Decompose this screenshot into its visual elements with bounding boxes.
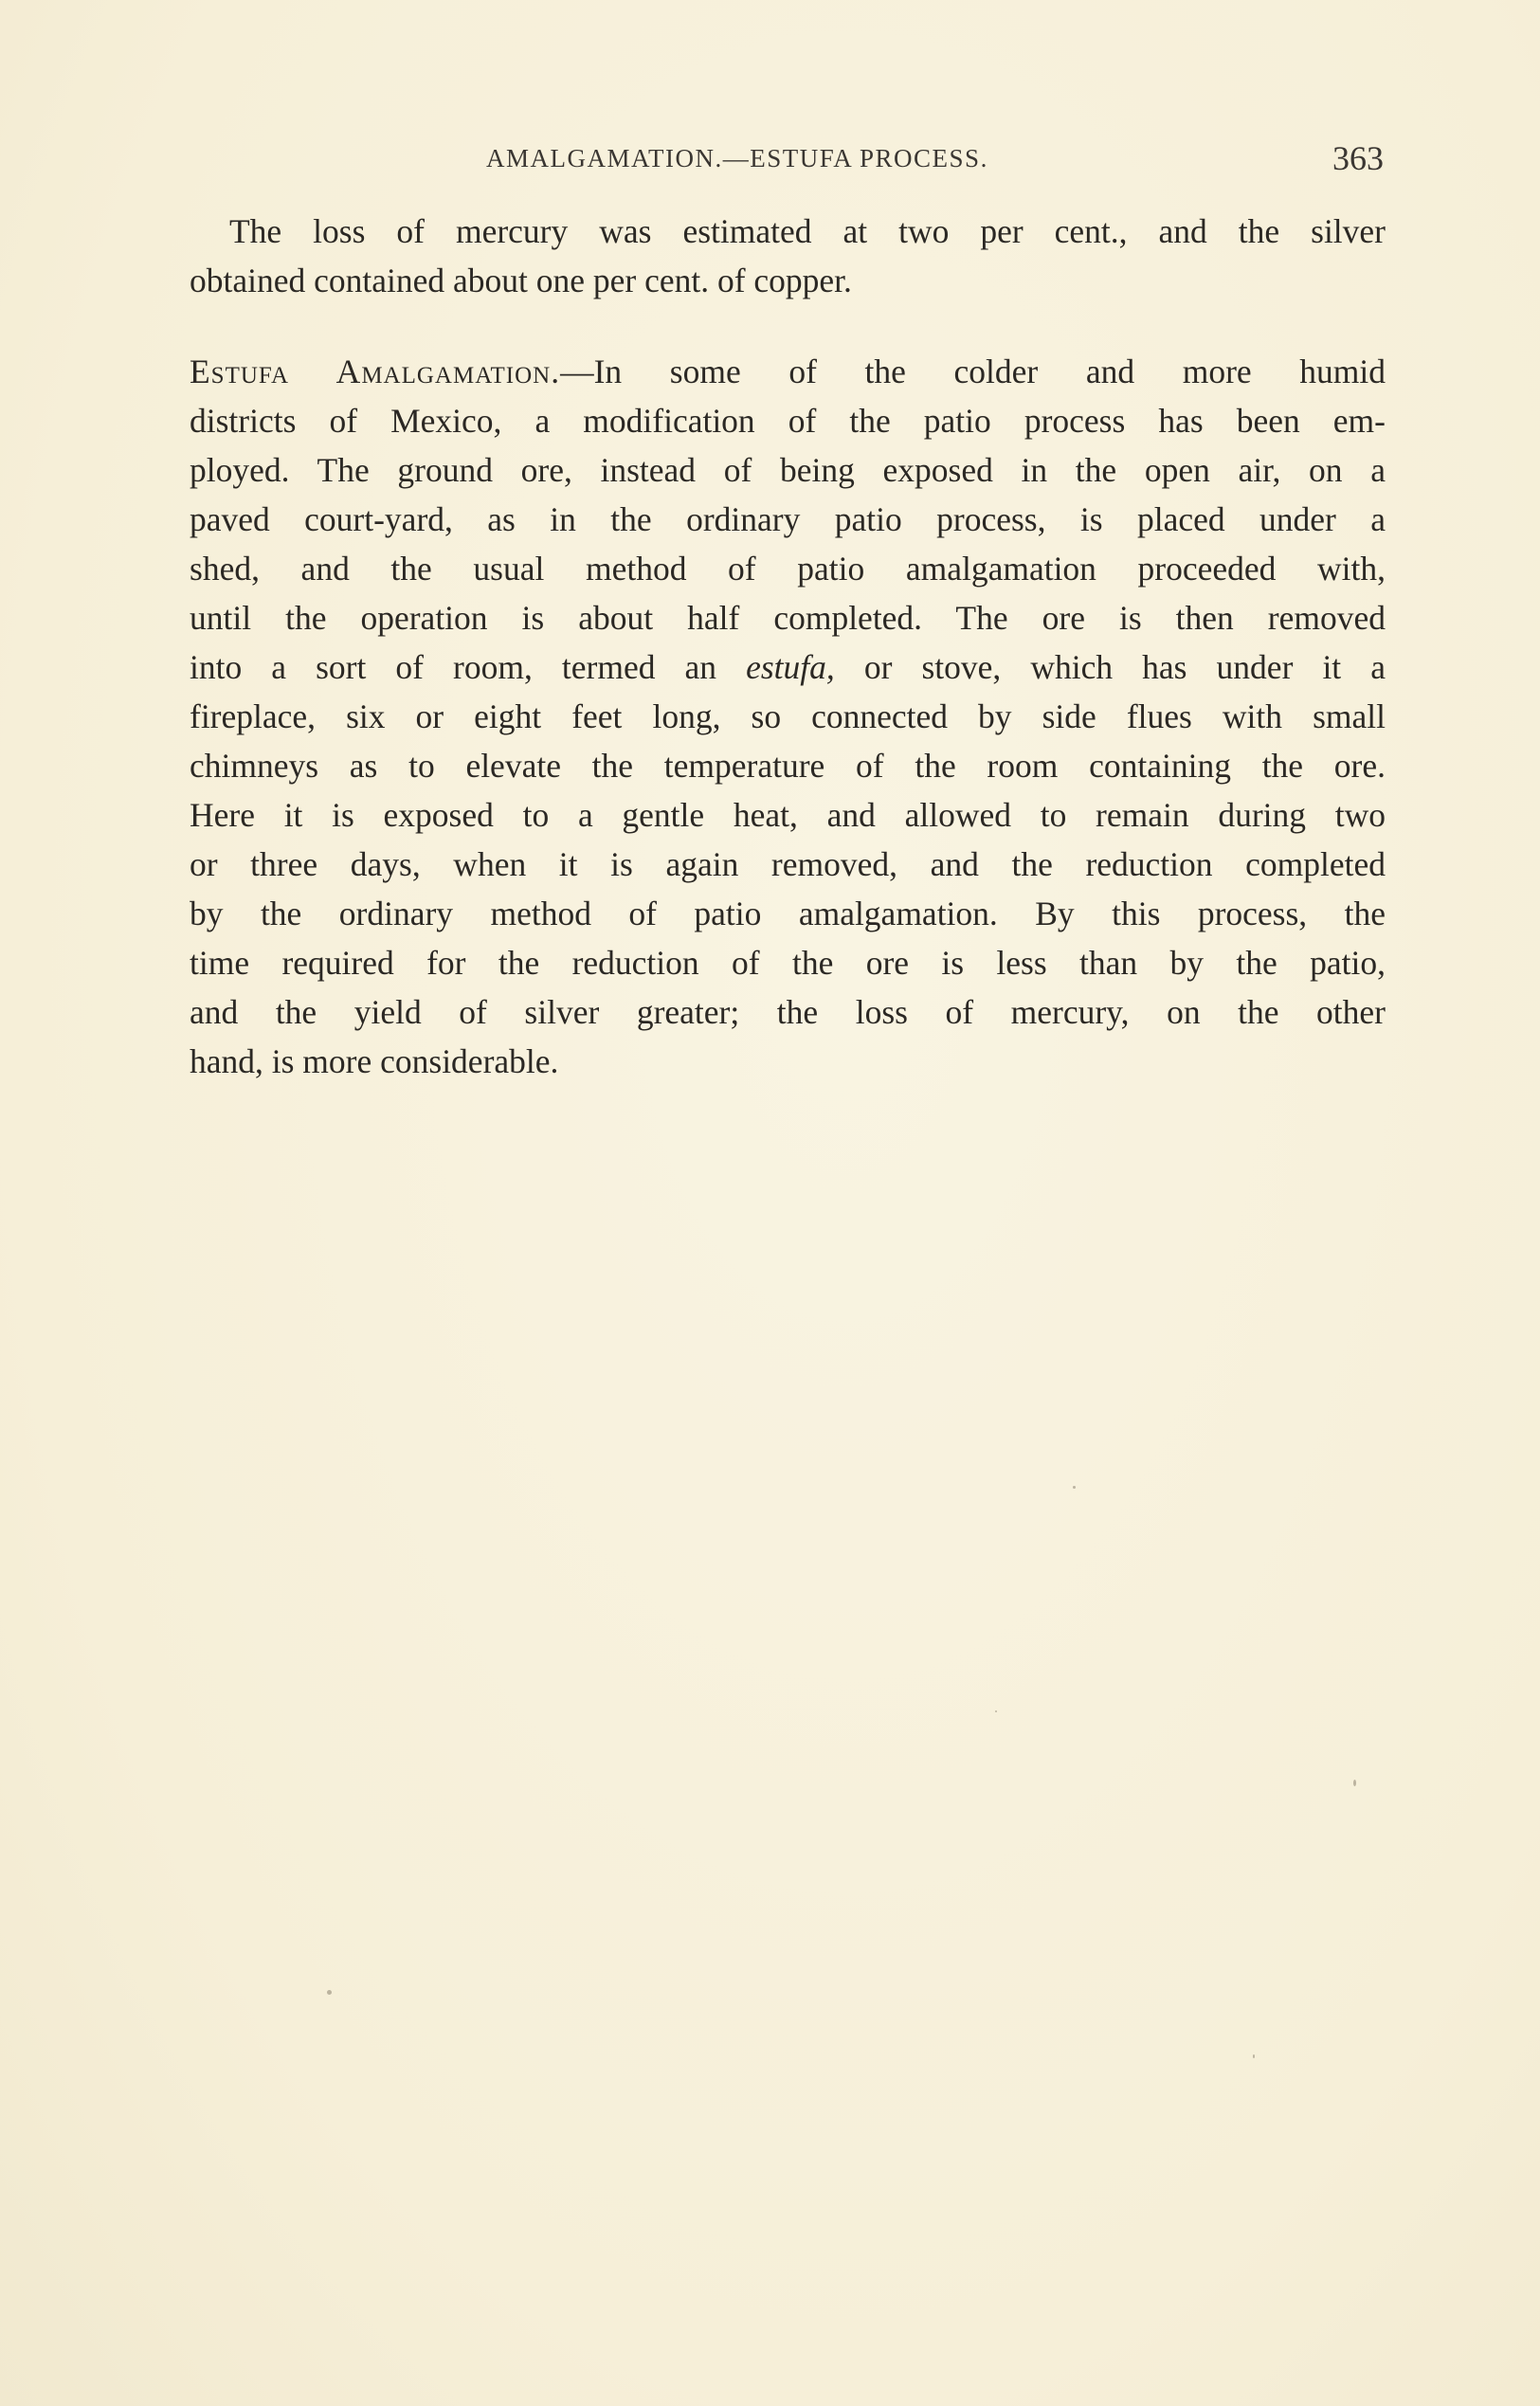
text-line: hand, is more considerable. (190, 1042, 559, 1080)
text-line: obtained contained about one per cent. of copper. (190, 262, 852, 299)
text-line: Here it is exposed to a gentle heat, and allowed to remain during two (190, 796, 1386, 834)
text-line: The loss of mercury was estimated at two per cent., and the silver (229, 212, 1386, 250)
paragraph-spacer (190, 305, 1386, 347)
text-line: paved court-yard, as in the ordinary patio process, is placed under a (190, 500, 1386, 538)
text-line: or three days, when it is again removed, and the reduction completed (190, 845, 1386, 883)
text-line (190, 347, 1386, 396)
running-title: AMALGAMATION.—ESTUFA PROCESS. (486, 144, 988, 172)
paragraph-mercury-loss (190, 207, 1386, 305)
text-run: into a sort of room, termed an (190, 648, 747, 686)
section-heading: Estufa Amalgamation. (190, 353, 561, 390)
text-line: districts of Mexico, a modification of the patio process has been em- (190, 402, 1386, 440)
text-run: —In some of the colder and more humid (560, 353, 1386, 390)
text-line: time required for the reduction of the ore is less than by the patio, (190, 944, 1386, 982)
running-head (190, 138, 1384, 180)
page-number: 363 (1332, 139, 1384, 177)
paper-speck (995, 1710, 997, 1712)
text-line: shed, and the usual method of patio amalgamation proceeded with, (190, 550, 1386, 588)
text-line: chimneys as to elevate the temperature of the room containing the ore. (190, 747, 1386, 785)
paper-speck (1073, 1486, 1076, 1489)
text-line: fireplace, six or eight feet long, so connected by side flues with small (190, 697, 1386, 735)
text-run: or stove, which has under it a (834, 648, 1386, 686)
text-line: until the operation is about half completed. The ore is then removed (190, 599, 1386, 637)
text-line: and the yield of silver greater; the loss of mercury, on the other (190, 993, 1386, 1031)
italic-term: estufa, (746, 648, 835, 686)
text-line (190, 642, 1386, 692)
paper-speck (1253, 2054, 1255, 2058)
paper-speck (1353, 1780, 1356, 1786)
text-line: ployed. The ground ore, instead of being exposed in the open air, on a (190, 451, 1386, 489)
paragraph-estufa-amalgamation (190, 347, 1386, 1086)
body-text (190, 207, 1386, 1086)
paper-speck (327, 1990, 332, 1995)
text-line: by the ordinary method of patio amalgamation. By this process, the (190, 895, 1386, 932)
